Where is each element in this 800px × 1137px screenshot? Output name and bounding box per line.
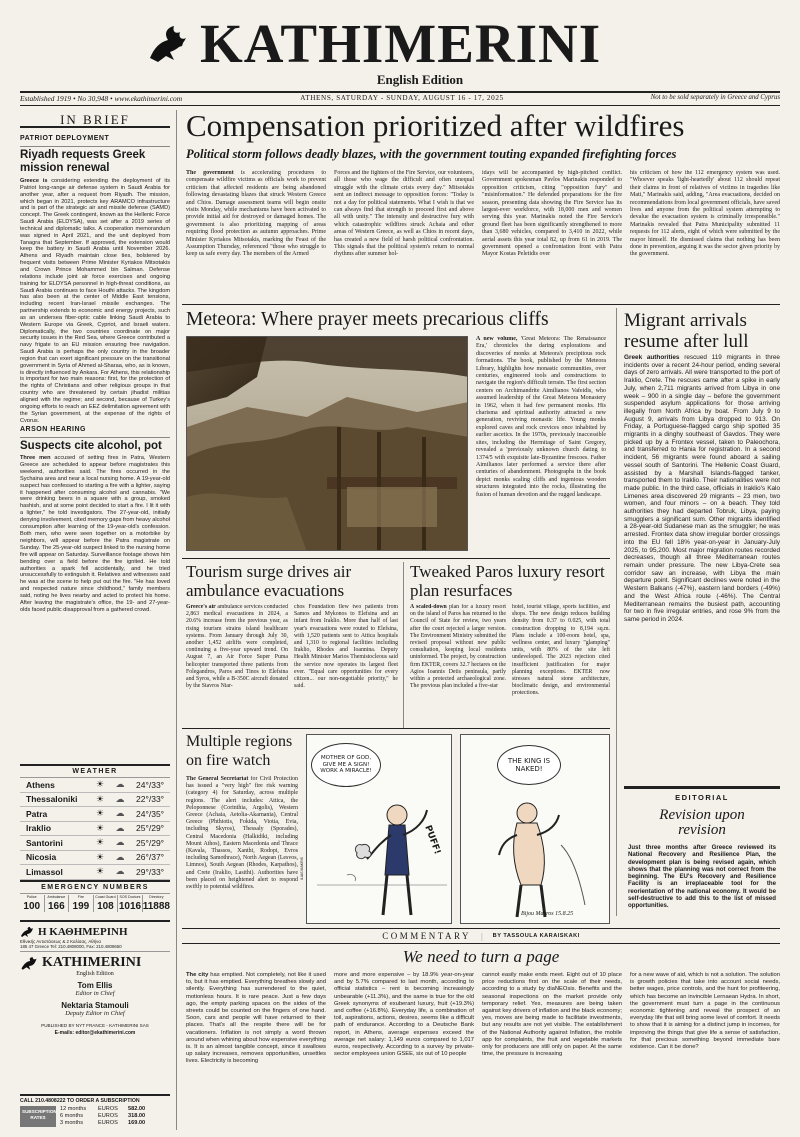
sale-notice: Not to be sold separately in Greece and Cyprus	[650, 94, 780, 101]
lead-headline: Compensation prioritized after wildfires	[186, 108, 685, 143]
weather-temp: 24°/33°	[136, 779, 165, 790]
paros-col-2: hotel, tourist village, sports facilities, and shops. The new design reduces building density from 0.37 to 0.025, with total construction dropping to 8,194 sq.m. Plans include a 100-room hotel, spa, wellness center, and luxury "glamping" units, with 80% of the site left undeveloped. The 2023 rejection cited insufficient justification for major planning exceptions. EKTER now stresses natural stone architecture, bioclimatic design, and environmental protections.	[512, 604, 610, 697]
sun-icon: ☀	[95, 808, 105, 819]
weather-city: Patra	[26, 808, 48, 819]
cartoon-credit: ILIAS MAKRIS	[300, 857, 304, 880]
subscription-price: 318.00	[128, 1113, 146, 1119]
tourism-col-1: Greece's air ambulance services conducted 2,863 medical evacuations in 2024, a 20.6% increase from the previous year, as rising tourism strains island healthcare systems. From January through July 30, another 1,452 airlifts were completed, continuing a five-year upward trend. On August 7, an Air Force Super Puma helicopter transported three patients from Folegandros, Paros and Tinos to Elefsina and Syros, while a B-350C aircraft donated by the Stavros Niar-	[186, 604, 288, 690]
masthead-title: KATHIMERINI	[200, 14, 602, 74]
brief-kicker-arson: ARSON HEARING	[20, 426, 170, 438]
sun-icon: ☀	[95, 822, 105, 833]
brief-text-arson: Three men accused of setting fires in Patra, Western Greece are scheduled to appear before magistrates this weekend, authorities said. The fires occurred in the Sychaina area and near a local nursing home. A 19-year-old suspect has confessed to starting a fire with a lighter, saying it happened after consuming alcohol and cannabis. "We were drinking beers in a square with a group, smoked hashish, and at some point decided to start a fire. I lit it with a lighter," he told investigators. The 27-year-old, initially denying involvement, cited memory gaps from heavy alcohol consumption after learning of the 19-year-old's confession. Both men, who were seen together on a motorbike by neighbors, will appear before the Patra magistrate on Sunday. The 25-year-old suspect linked to the nursing home fire will appear on Saturday. Surveillance footage shows him bending over a field before the fire ignited. He told authorities a spark fell accidentally, and he tried unsuccessfully to extinguish it. Relatives and witnesses said he was at the scene to help put out the fire. "He has loved and respected nature since childhood," family members said, noting he lives nearby and acted to protect his home. After leaving the magistrate's office, the 19- and 27-year-olds faced public disapproval from a gathered crowd.	[20, 455, 170, 613]
emergency-number	[94, 895, 119, 912]
subscription-label: SUBSCRIPTION RATES	[20, 1106, 56, 1127]
weather-header: WEATHER	[20, 766, 170, 778]
subscription-box	[20, 1094, 170, 1134]
regions-text: The General Secretariat for Civil Protection has issued a "very high" fire risk warning (category 4) for Saturday, across multiple regions. The alert includes: Attica, the Peloponnese (Corinthia, Argolis), Western Greece (Achaia, Aetolia-Akarnania), Central Greece (Phthiotis, Fokida, Viotia, Evia, including Skyros), Thessaly (Sporades), Central Macedonia (Halkidiki, including Mount Athos), Eastern Macedonia and Thrace (Kavala, Thassos, Xanthi, Rodopi, Evros including Samothrace), North Aegean (Lesvos, Limnos), South Aegean (Rhodes, Karpathos), and Crete (Iraklio, Lasithi). Authorities have been placed on heightened alert to respond swiftly to potential wildfires.	[186, 776, 298, 891]
imprint-greek-sub: Εθνικής Αντιστάσεως & 2 Καλίσας, Αθήνα	[20, 939, 101, 944]
emergency-label: Directory	[149, 895, 164, 899]
commentary-byline: BY TASSOULA KARAISKAKI	[492, 933, 580, 939]
weather-temp: 22°/33°	[136, 794, 165, 805]
cartoon-bubble-2: THE KING IS NAKED!	[497, 745, 561, 785]
emergency-label: Police	[26, 895, 37, 899]
emergency-value: 108	[97, 901, 114, 912]
lead-col-3: idays will be accompanied by high-pitched conflict. Government spokesman Pavlos Marinakis responded to opposition criticism, citing "opposition fury" and "misinformation." He defended preparations for the fire season, presenting data showing the Fire Service has its largest-ever workforce, with 18,000 men and women serving this year. Marinakis noted the Fire Service's ground fleet has been significantly strengthened to more than 3,680 vehicles, compared to 3,410 in 2022, while aerial assets this year total 82, up from 61 in 2019. The government opened a confrontation front with Patra Mayor Kostas Peletidis over	[482, 170, 622, 258]
paros-col-1: A scaled-down plan for a luxury resort on the island of Paros has returned to the Council of State for review, two years after the court rejected a larger version. The Environment Ministry submitted the revised proposal without new public consultation, keeping local residents uninformed. The project, by construction firm EKTER, covers 32.7 hectares on the Agios Ioannis Detis peninsula, partly within a protected archaeological zone. The previous plan included a five-star	[410, 604, 506, 690]
weather-temp: 25°/29°	[136, 823, 165, 834]
editorial-box	[624, 786, 780, 916]
deputy-role: Deputy Editor in Chief	[65, 1010, 125, 1017]
meteora-photo	[186, 336, 468, 551]
migrants-text: Greek authorities rescued 119 migrants in three incidents over a recent 24-hour period, ending several days of zero arrivals. All were transported to the port of Iraklio, Crete. The rescues came after a spike in early July, when 2,711 migrants arrived from Libya in one week – 900 in a single day – before the government suspended asylum applications for those arriving illegally from North Africa by boat. From July 9 to August 9, arrivals from Libya dropped to 913. On Friday, a Portuguese-flagged cargo ship spotted 35 migrants in a dinghy southeast of Gavdos. They were picked up by a Frontex vessel, taken to Paleochora, and transferred to Hania for registration. In a second incident, 56 migrants were found aboard a sailing vessel south of Santorini. The Hellenic Coast Guard, assisted by a Marshall Islands-flagged tanker, transported them to Iraklio. Their nationalities were not made public. In the third case, officials in Iraklio's Kalo Limenes area discovered 29 migrants – 23 men, two women, and four minors – on a beach. They told authorities they had departed Tobruk, Libya, paying smugglers a significant sum. Other migrants identified a 28-year-old Sudanese man as the smuggler; he was arrested. Frontex data show irregular border crossings into the EU fell 18% year-on-year in January-July 2025, to 95,200. Most major migration routes recorded decreases, though all three Mediterranean routes remain under pressure. The new Libya-Crete sea corridor saw an increase, with Libya the main departure point. Significant declines were noted in the Western Balkans (-47%), eastern land borders (-49%) and the West Africa route (-46%). The Central Mediterranean remains the busiest path, accounting for two in five irregular entries, and rose 9% from the same period in 2024.	[624, 354, 780, 623]
emergency-number	[20, 895, 45, 912]
cloud-icon: ☁	[115, 837, 125, 848]
commentary-col-1: The city has emptied. Not completely, not like it used to, but it has emptied. Everything breathes slowly and silently. Everything has surrendered to the quiet, motionless hours. It is rare peace. Just a few days ago, the empty parking spaces on the sides of the streets could be counted on the fingers of one hand. Soon, cars and people will have returned to their places. That's all the respite there will be for vacationers. Inflation is not simply a word thrown around when whining about how expensive everything is. It is an almost tangible concept, since it swallows up salary increases, removes opportunities, unsettles lives. Electricity is becoming	[186, 972, 326, 1065]
sun-icon: ☀	[95, 851, 105, 862]
imprint-edition: English Edition	[76, 971, 114, 977]
cloud-icon: ☁	[115, 822, 125, 833]
email-line: E-mails: editor@ekathimerini.com	[54, 1030, 136, 1036]
emergency-number	[69, 895, 94, 912]
weather-row	[20, 822, 170, 837]
subscription-currency: EUROS	[98, 1106, 118, 1112]
emergency-label: Coast Guard	[95, 895, 116, 899]
cloud-icon: ☁	[115, 866, 125, 877]
cartoon-panel-1	[306, 734, 452, 924]
weather-box	[20, 764, 170, 884]
subscription-period: 6 months	[60, 1113, 84, 1119]
subscription-row	[60, 1120, 170, 1127]
commentary-headline: We need to turn a page	[402, 947, 560, 966]
weather-city: Thessaloniki	[26, 794, 78, 805]
weather-row	[20, 865, 170, 880]
weather-temp: 25°/29°	[136, 837, 165, 848]
subscription-price: 582.00	[128, 1106, 146, 1112]
editorial-text: Just three months after Greece reviewed its National Recovery and Resilience Plan, the development plan is being revised again, which shows that the planning was not correct from the beginning. The EU's Recovery and Resilience Facility is an irreplaceable tool for the reorientation of the national economy. It would be self-destructive to add this to the list of missed opportunities.	[628, 844, 776, 910]
imprint-greek-address: 185 47 Greece Tel: 210.4808000, Fax: 210.4808650	[20, 944, 170, 952]
subscription-call: CALL 210.4808222 TO ORDER A SUBSCRIPTION	[20, 1098, 140, 1104]
brief-headline-alcohol: Suspects cite alcohol, pot	[20, 440, 162, 452]
publisher-line: PUBLISHED BY NYT FRANCE - KATHIMERINI SAS	[41, 1023, 149, 1028]
emergency-label: SOS Doctors	[119, 895, 141, 899]
commentary-col-2: more and more expensive – by 18.9% year-on-year and by 5.7% compared to last month, according to official statistics – rent is becoming increasingly unbearable (+11.3%), and the same is true for the old Greek synonyms of exuberant luxury, fruit (+19.3%) and coffee (+16.8%). Everyday life, a combination of toil, aspirations, actions, desires, seems like a difficult path of endurance. According to a Deutsche Bank report, in Athens, average expenses exceed the average net salary: 1,149 euros compared to 1,017 euros, respectively. According to a survey by private-sector employees union GSEE, six out of 10 people	[334, 972, 474, 1058]
commentary-label: COMMENTARY	[382, 931, 472, 941]
subscription-currency: EUROS	[98, 1120, 118, 1126]
meteora-text: A new volume, 'Great Meteora: The Renaissance Era,' chronicles the daring explorations and discoveries of monks at Meteora's precipitous rock formations. The book, published by the Meteora Library, highlights how monastic communities, over centuries, engineered tools and constructions to navigate the region's difficult terrain. The first section centers on Archimandrite Aimilianos Vafeidis, who assumed leadership of the Great Meteora Monastery in 1962, when it had few permanent monks. His charisma and spiritual authority attracted a new generation, reviving monastic life. Young monks explored caves and rock crevices once inhabited by earlier ascetics. In the 1970s, previously inaccessible sites, including the Hermitage of Saint Gregory, revealed a 'previously unknown church dating to 1374/5 with exquisite late-Byzantine frescoes. Father Aimilianos later performed a service there after centuries of abandonment. Photographs in the book depict monks scaling cliffs and ingenious wooden structures integrated into the rocks, illustrating the fusion of human devotion and the rugged landscape.	[476, 336, 606, 498]
emergency-header: EMERGENCY NUMBERS	[41, 884, 149, 891]
sun-icon: ☀	[95, 837, 105, 848]
sun-icon: ☀	[95, 793, 105, 804]
weather-temp: 29°/33°	[136, 866, 165, 877]
emergency-box	[20, 880, 170, 918]
subscription-period: 3 months	[60, 1120, 84, 1126]
cloud-icon: ☁	[115, 779, 125, 790]
tourism-headline: Tourism surge drives air ambulance evacuations	[186, 562, 352, 600]
emergency-number	[143, 895, 170, 912]
cartoon-bubble-1: MOTHER OF GOD, GIVE ME A SIGN! WORK A MIRACLE!	[311, 743, 381, 787]
subscription-period: 12 months	[60, 1106, 87, 1112]
in-brief-header: IN BRIEF	[20, 112, 170, 128]
deputy-name: Nektaria Stamouli	[61, 1001, 129, 1010]
weather-city: Limassol	[26, 866, 63, 877]
masthead-edition: English Edition	[376, 72, 464, 87]
emergency-value: 100	[23, 901, 41, 912]
subscription-row	[60, 1113, 170, 1120]
brief-text-riyadh: Greece is considering extending the deployment of its Patriot long-range air defense system in Saudi Arabia for another year, after a request from Riyadh. The mission, which began in 2021, protects key ARAMCO infrastructure and is part of the strategic air and missile defense (SAMD) concept. The Greek contingent, known as the Hellenic Force Saudi Arabia (ELDYSA), was set after a 2019 series of technical and diplomatic talks. A cooperation memorandum was signed in April 2021, and the unit deployed from Tanagra that September. If approved, the extension would keep the battery in Saudi Arabia until November 2026. Athens and Riyadh maintain close ties, bolstered by frequent visits between Prime Minister Kyriakos Mitsotakis and Crown Prince Mohammed bin Salman. Defense relations include joint air force exercises and ongoing training for ELDYSA personnel in high-threat conditions, as Saudi Arabia continues to face Houthi attacks. The kingdom has also been at the center of Middle East tensions, including recent Iran-Israel missile exchanges. The partnership extends to economic and energy projects, such as an undersea fiber-optic cable linking Saudi Arabia to Western Europe via Greek, Cypriot, and Israeli waters. Diplomatically, the two countries coordinate on major security issues in the Red Sea, where Greece contributed a navy frigate to an EU mission ensuring free navigation. Saudi Arabia is perhaps the only country in the broader region that can exert significant pressure on the transitional government in Syria of Ahmed al-Sharaa, who, as is known, is directly influenced by Ankara. For Athens, this relationship is important for two main reasons: first, for the protection of the rights of Christians and other religious groups in that country who are threatened by certain jihadist militias aligned with the regime; and second, because of Turkey's ongoing efforts to reach an EEZ delimitation agreement with the Syrian government, at the expense of the rights of Cyprus.	[20, 178, 170, 422]
meteora-headline: Meteora: Where prayer meets precarious cliffs	[186, 309, 549, 330]
brief-kicker-patriot: PATRIOT DEPLOYMENT	[20, 135, 170, 147]
masthead-logo-icon	[144, 20, 192, 68]
commentary-col-3: cannot easily make ends meet. Eight out of 10 place price reductions first on the scale of their needs, according to a study by diaNEOsis. Benefits and the seasonal inspections on the market provide only temporary relief. Yes, measures are being taken against key drivers of inflation and the black economy; yes, moves are being made to facilitate investments, but any results are not yet visible. The establishment of the National Authority against Inflation, the mobile app for complaints, the fruit and vegetable markets only for producers are still only on paper. At the same time, the pressure is increasing	[482, 972, 622, 1058]
imprint-greek-title: Η ΚΑΘΗΜΕΡΙΝΗ	[38, 926, 128, 938]
cloud-icon: ☁	[115, 851, 125, 862]
dateline: ATHENS, SATURDAY - SUNDAY, AUGUST 16 - 17, 2025	[300, 94, 504, 102]
emergency-label: Fire	[77, 895, 84, 899]
tourism-col-2: chos Foundation flew two patients from Samos and Mykonos to Elefsina and an infant from Iraklio. More than half of last year's evacuations were routed to Elefsina, with 1,520 patients sent to Attica hospitals and 1,310 to regional facilities including Iraklio, Rhodes and Ioannina. Deputy Health Minister Marios Themistocleous said the service now operates its largest fleet ever. "Equal care opportunities for every citizen... our non-negotiable priority," he said.	[294, 604, 398, 690]
paros-headline: Tweaked Paros luxury resort plan resurfaces	[410, 562, 605, 600]
editor-name: Tom Ellis	[77, 981, 113, 990]
weather-city: Nicosia	[26, 852, 57, 863]
weather-row	[20, 793, 170, 808]
subscription-row	[60, 1106, 170, 1113]
cloud-icon: ☁	[115, 793, 125, 804]
emergency-value: 199	[72, 901, 90, 912]
commentary-bar: COMMENTARY | BY TASSOULA KARAISKAKI	[382, 931, 580, 941]
imprint-logo-icon	[20, 956, 38, 971]
weather-row	[20, 807, 170, 822]
cartoon-sfx: PUFF!	[422, 824, 443, 856]
commentary-col-4: for a new wave of aid, which is not a solution. The solution is growth policies that take into account social needs, better wages, price controls, and the hunt for profiteering, which has become an invincible Lernaean Hydra. In short, the government must turn a page in the continuous economic tightening and reveal the prospect of an everyday life that will bring some level of comfort. It needs to show that it is aiming for a distinct jump in incomes, for improving the things that give life a sense of satisfaction, for that precious something beyond immediate bare existence. Can it be done?	[630, 972, 780, 1051]
sun-icon: ☀	[95, 779, 105, 790]
weather-temp: 24°/35°	[136, 808, 165, 819]
imprint-title: KATHIMERINI	[42, 955, 142, 970]
cartoon-signature: Bijou Mavros 15.8.25	[521, 911, 574, 917]
editorial-label: EDITORIAL	[675, 793, 729, 802]
emergency-value: 1016	[118, 901, 142, 912]
brief-headline-riyadh: Riyadh requests Greek mission renewal	[20, 149, 146, 174]
cartoon-panel-2	[460, 734, 610, 924]
greek-logo-icon	[20, 926, 34, 938]
weather-city: Santorini	[26, 837, 63, 848]
emergency-label: Ambulance	[47, 895, 66, 899]
lead-col-1: The government is accelerating procedures to compensate wildfire victims as officials work to prevent criticism that affected residents are being abandoned following devastating blazes that struck Western Greece and Chios. Damage assessment teams will begin onsite visits Monday, while mechanisms have been activated to provide initial aid for destroyed or damaged homes. The government is also prioritizing mapping of areas requiring flood protection as autumn approaches. Prime Minister Kyriakos Mitsotakis, marking the Feast of the Assumption Thursday, referenced "those who struggle to keep us safe every day. The members of the Armed	[186, 170, 326, 258]
lead-subhead: Political storm follows deadly blazes, with the government touting expanded firefighting forces	[186, 147, 677, 161]
weather-city: Iraklio	[26, 823, 52, 834]
regions-headline: Multiple regions on fire watch	[186, 733, 293, 769]
migrants-headline: Migrant arrivals resume after lull	[624, 310, 749, 352]
emergency-number	[118, 895, 143, 912]
subscription-currency: EUROS	[98, 1113, 118, 1119]
imprint-box	[20, 920, 170, 1092]
emergency-value: 11888	[142, 901, 170, 912]
lead-col-2: Forces and the fighters of the Fire Service, our volunteers, all those who wage the difficult and often unequal struggle with the climate crisis every day." Mitsotakis sent an indirect message to opposition forces: "Today is not a day for political statements. What I wish is that we can always find that strength to proceed first and above all with unity." The intensity and destructive fury with which catastrophic wildfires struck Achaia and other areas of Western Greece, as well as Chios in recent days, has created a new field of harsh political confrontation. This signals that the political system's return to normal rhythms after summer hol-	[334, 170, 474, 258]
editor-role: Editor in Chief	[75, 990, 115, 997]
weather-row	[20, 851, 170, 866]
established-line: Established 1919 • No 30,948 • www.ekathimerini.com	[20, 94, 183, 103]
weather-row	[20, 836, 170, 851]
lead-col-4: his criticism of how the 112 emergency system was used. "Whoever speaks 'light-heartedly' about 112 should repeat their claims in front of relatives of victims in tragedies like Mati," Marinakis said, adding, "Area evacuations, decided on recommendations from local government officials, have saved lives and anyone from the political system attempting to devalue the evacuation system is criminally irresponsible." Marinakis revealed that Patra Municipality submitted 11 requests for 112 alerts, eight of which were submitted by the mayor himself. He dismissed claims that nothing has been done in prevention, arguing it was the sector given priority by the government.	[630, 170, 780, 258]
weather-row	[20, 778, 170, 793]
editorial-headline: Revision upon revision	[659, 807, 745, 838]
emergency-number	[45, 895, 70, 912]
weather-temp: 26°/37°	[136, 852, 165, 863]
weather-city: Athens	[26, 779, 55, 790]
subscription-price: 169.00	[128, 1120, 146, 1126]
emergency-value: 166	[47, 901, 65, 912]
cloud-icon: ☁	[115, 808, 125, 819]
sun-icon: ☀	[95, 866, 105, 877]
